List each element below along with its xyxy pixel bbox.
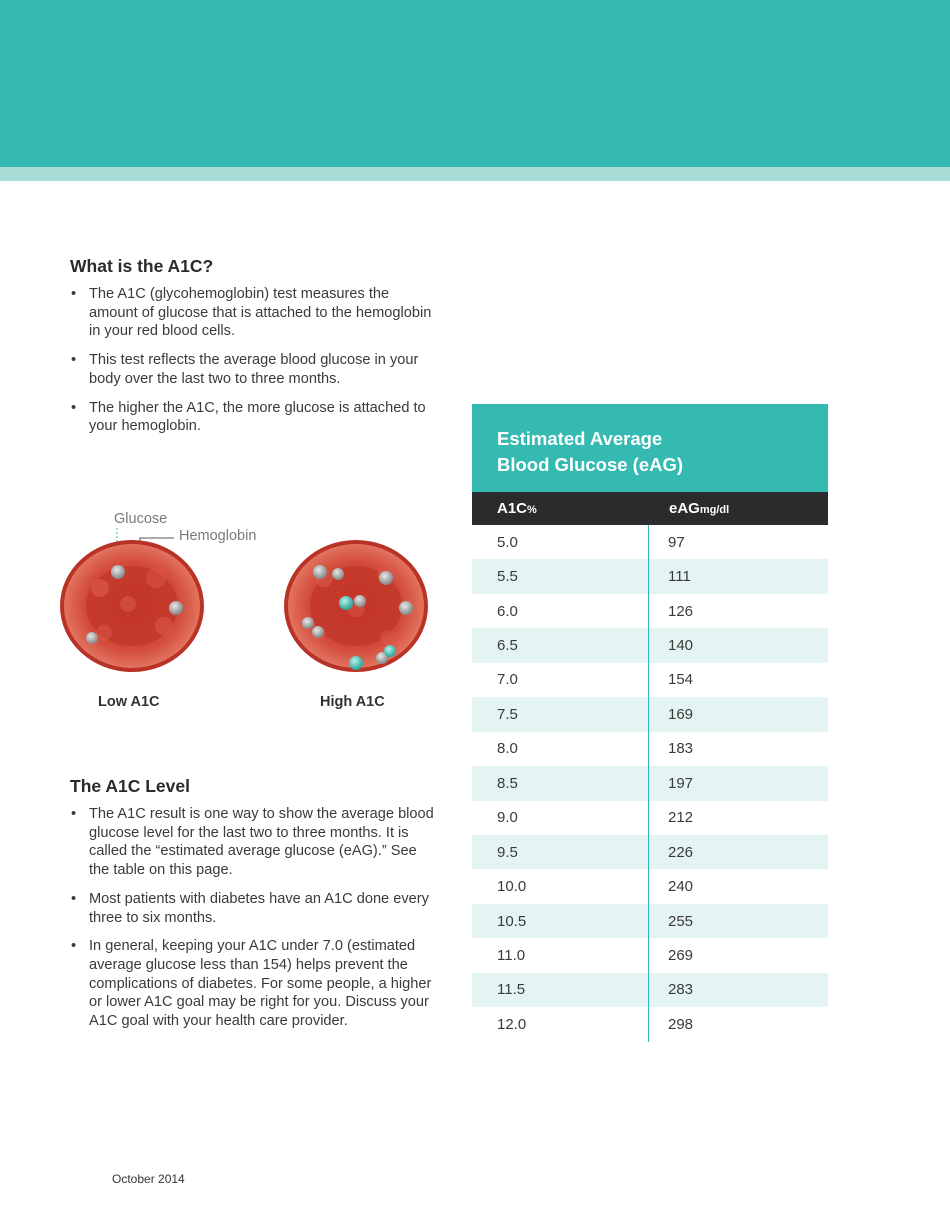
eag-cell: 183 [668,740,694,758]
a1c-cell: 5.5 [472,559,649,593]
table-row [472,766,828,800]
list-item: • Most patients with diabetes have an A1C done every three to six months. [71,890,429,926]
a1c-cell: 11.0 [472,938,649,972]
a1c-cell: 9.5 [472,835,649,869]
table-row [472,628,828,662]
red-blood-cell-illustration [56,508,436,718]
a1c-cell: 6.5 [472,628,649,662]
header-band [0,0,950,167]
footer-date: October 2014 [112,1172,185,1186]
hemoglobin-label: Hemoglobin [179,528,257,544]
a1c-cell: 10.5 [472,904,649,938]
header-stripe [0,167,950,181]
a1c-cell: 9.0 [472,801,649,835]
high-a1c-cell [284,540,428,672]
eag-cell: 255 [668,912,694,930]
glucose-label: Glucose [114,511,168,527]
eag-table [472,404,828,1042]
a1c-cell: 8.0 [472,732,649,766]
table-row [472,801,828,835]
a1c-cell: 6.0 [472,594,649,628]
list-item: • The A1C result is one way to show the average blood glucose level for the last two to three months. It is called the “estimated average glucose (eAG).” See the table on this page. [71,806,434,879]
table-row [472,869,828,903]
list-item: • This test reflects the average blood glucose in your body over the last two to three months. [71,352,419,387]
eag-column-header: eAGmg/dl [669,500,730,517]
a1c-cell: 11.5 [472,973,649,1007]
eag-cell: 140 [668,637,694,655]
a1c-cell: 7.5 [472,697,649,731]
table-row [472,525,828,559]
high-a1c-caption: High A1C [320,694,385,710]
table-body [472,525,828,1042]
a1c-cell: 7.0 [472,663,649,697]
a1c-cell: 12.0 [472,1007,649,1041]
table-row [472,973,828,1007]
low-a1c-cell [60,540,204,672]
table-row [472,697,828,731]
a1c-cell: 5.0 [472,525,649,559]
section-heading: The A1C Level [70,776,190,796]
a1c-column-header: A1C% [497,500,537,517]
eag-cell: 111 [668,568,691,586]
table-header-row [472,492,828,525]
eag-cell: 97 [668,533,685,551]
eag-cell: 226 [668,843,694,861]
table-row [472,904,828,938]
eag-cell: 197 [668,774,694,792]
list-item: • The higher the A1C, the more glucose is attached to your hemoglobin. [71,399,426,435]
table-title: Estimated Average Blood Glucose (eAG) [472,404,828,492]
low-a1c-caption: Low A1C [98,694,160,710]
a1c-level-section [70,776,440,1041]
table-row [472,559,828,593]
table-row [472,938,828,972]
eag-cell: 154 [668,671,694,689]
eag-cell: 298 [668,1015,694,1033]
section-heading: What is the A1C? [70,256,214,276]
table-row [472,663,828,697]
eag-cell: 126 [668,602,694,620]
a1c-cell: 10.0 [472,869,649,903]
what-is-a1c-section [70,256,440,446]
table-row [472,594,828,628]
table-row [472,732,828,766]
list-item: • In general, keeping your A1C under 7.0 (estimated average glucose less than 154) helps prevent the complications of diabetes. For some people, a higher or lower A1C goal may be right for you. Discuss your A1C goal with your health care provider. [71,938,432,1030]
eag-cell: 169 [668,705,694,723]
eag-cell: 240 [668,878,694,896]
list-item: • The A1C (glycohemoglobin) test measures the amount of glucose that is attached to the hemoglobin in your red blood cells. [71,286,432,340]
a1c-cell: 8.5 [472,766,649,800]
eag-cell: 212 [668,809,694,827]
eag-cell: 283 [668,981,694,999]
table-row [472,1007,828,1041]
eag-cell: 269 [668,946,694,964]
table-row [472,835,828,869]
